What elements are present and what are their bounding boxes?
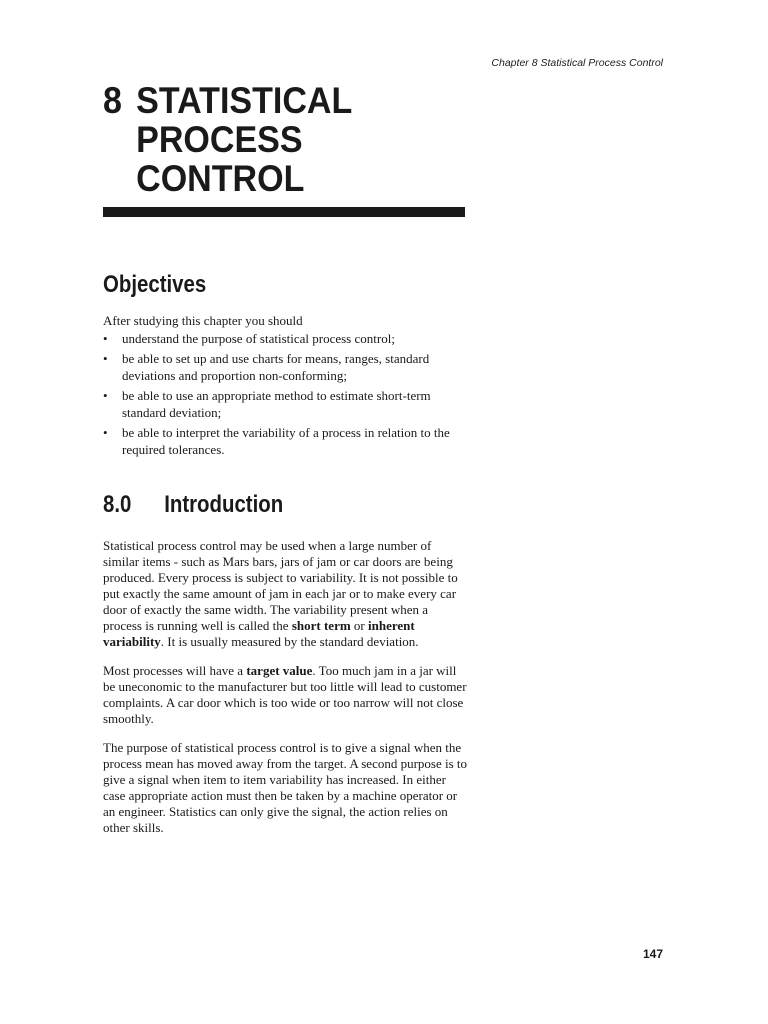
intro-text: Most processes will have a (103, 663, 247, 678)
objective-text: understand the purpose of statistical process control; (122, 330, 395, 346)
intro-text: or (350, 618, 369, 633)
objective-item (103, 331, 468, 348)
intro-text: . Too much jam in a jar will be uneconomic to the manufacturer but too little will lead to customer complaints. A car door which is too wide or too narrow will not close smoothly. (103, 663, 467, 726)
term-target-value: target value (246, 663, 313, 678)
page-number: 147 (642, 947, 663, 961)
intro-paragraph-2 (103, 663, 470, 727)
bullet-icon: • (103, 388, 108, 403)
objective-text: be able to interpret the variability of a process in relation to the required tolerances. (122, 425, 450, 457)
objectives-heading: Objectives (103, 271, 207, 298)
bullet-icon: • (103, 351, 108, 366)
chapter-title-text: STATISTICAL PROCESS CONTROL (136, 80, 353, 199)
introduction-heading (103, 491, 283, 519)
objectives-section (103, 313, 468, 462)
intro-paragraph-3: The purpose of statistical process control is to give a signal when the process mean has moved away from the target. A second purpose is to give a signal when item to item variability has increased. In either case appropriate action must then be taken by a machine operator or an engineer. Statistics can only give the signal, the action relies on other skills. (103, 740, 468, 835)
objective-item (103, 388, 468, 421)
term-short-term: short term (291, 618, 351, 633)
title-rule (103, 207, 465, 217)
objectives-list (103, 331, 468, 459)
intro-text: Statistical process control may be used when a large number of similar items - such as Mars bars, jars of jam or car doors are being produced. Every process is subject to variability. It is not possible to put exactly the same amount of jam in each jar or to make every car door of exactly the same width. The variability present when a process is running well is called the (103, 538, 458, 633)
chapter-number: 8 (103, 80, 122, 121)
running-header: Chapter 8 Statistical Process Control (491, 57, 663, 69)
intro-paragraph-1 (103, 538, 470, 650)
section-number: 8.0 (103, 491, 132, 518)
objective-item (103, 425, 468, 458)
bullet-icon: • (103, 425, 108, 440)
intro-text: . It is usually measured by the standard deviation. (160, 634, 419, 649)
objective-text: be able to use an appropriate method to estimate short-term standard deviation; (122, 388, 431, 420)
objective-item (103, 351, 468, 384)
bullet-icon: • (103, 330, 108, 346)
objectives-intro: After studying this chapter you should (103, 313, 303, 328)
introduction-section (103, 538, 470, 849)
term-inherent-variability: inherent variability (103, 618, 415, 649)
section-title: Introduction (164, 491, 284, 518)
chapter-title (103, 81, 453, 198)
objective-text: be able to set up and use charts for means, ranges, standard deviations and proportion non-conforming; (122, 351, 430, 383)
